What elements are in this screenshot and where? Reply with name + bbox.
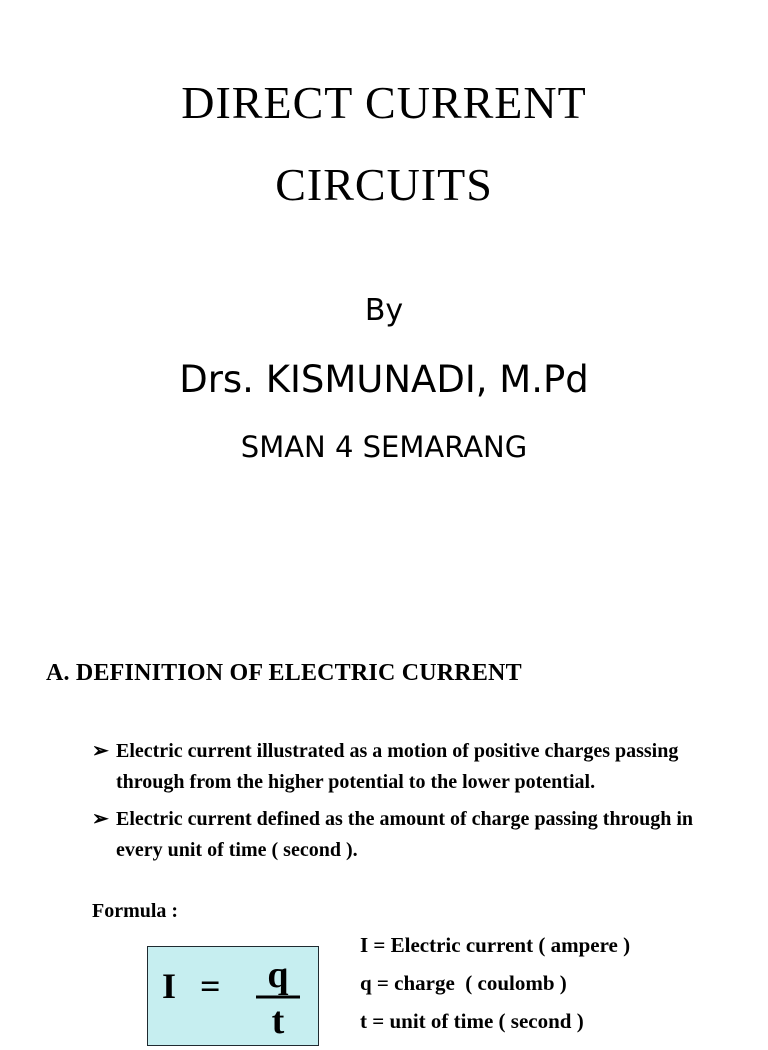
formula-numerator: q xyxy=(267,954,289,996)
bullet-text: Electric current defined as the amount of charge passing through in every unit of time ( second ). xyxy=(116,808,694,861)
by-label: By xyxy=(364,293,404,328)
formula-legend xyxy=(360,933,631,1050)
formula-box xyxy=(147,946,319,1046)
bullet-list xyxy=(92,736,742,872)
arrow-bullet-icon: ➢ xyxy=(92,740,109,762)
arrow-bullet-icon: ➢ xyxy=(92,808,109,830)
legend-item: t = unit of time ( second ) xyxy=(360,1009,584,1033)
legend-item: I = Electric current ( ampere ) xyxy=(360,933,631,957)
bullet-item xyxy=(92,736,742,797)
school-name: SMAN 4 SEMARANG xyxy=(240,430,528,464)
title-line-2: CIRCUITS xyxy=(275,159,493,210)
author-name: Drs. KISMUNADI, M.Pd xyxy=(179,358,589,401)
formula-equals: = xyxy=(200,966,221,1006)
section-heading: A. DEFINITION OF ELECTRIC CURRENT xyxy=(46,660,522,686)
bullet-text: Electric current illustrated as a motion of positive charges passing through from the higher potential to the lower potential. xyxy=(116,740,679,793)
definition-slide xyxy=(0,600,768,1042)
legend-item: q = charge ( coulomb ) xyxy=(360,971,567,995)
formula-denominator: t xyxy=(271,1000,285,1042)
formula-lhs: I xyxy=(162,966,177,1006)
bullet-item xyxy=(92,804,742,865)
formula-equation xyxy=(148,947,320,1047)
formula-label: Formula : xyxy=(92,900,179,922)
title-line-1: DIRECT CURRENT xyxy=(181,77,587,128)
